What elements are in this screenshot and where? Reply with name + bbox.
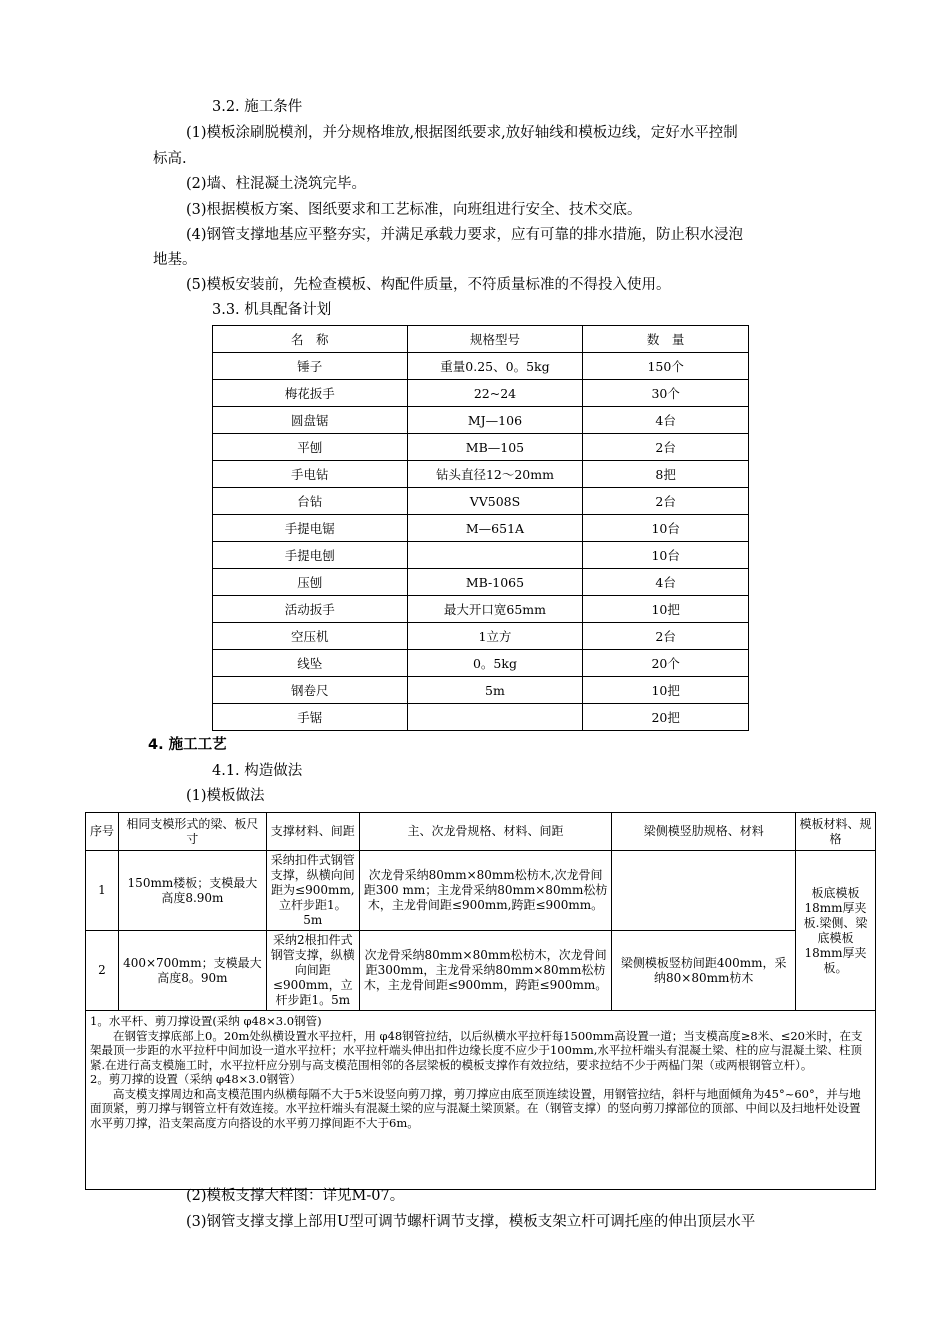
table-row: [86, 931, 876, 1011]
condition-item-3: (3)根据模板方案、图纸要求和工艺标准，向班组进行安全、技术交底。: [186, 202, 642, 218]
cell-spec: [407, 542, 583, 569]
condition-item-2: (2)墙、柱混凝土浇筑完毕。: [186, 176, 367, 192]
table-row: [213, 353, 749, 380]
note-heading-1: 1。水平杆、剪刀撑设置(采纳 φ48×3.0钢管): [90, 1014, 322, 1028]
cell-quantity: 20个: [583, 650, 749, 677]
cell-size: 150mm楼板；支模最大高度8.90m: [118, 851, 266, 931]
cell-spec: 钻头直径12～20mm: [407, 461, 583, 488]
cell-quantity: 8把: [583, 461, 749, 488]
cell-support: 采纳2根扣件式钢管支撑，纵横向间距≤900mm，立杆步距1。5m: [266, 931, 359, 1011]
cell-spec: M—651A: [407, 515, 583, 542]
notes-row: [86, 1011, 876, 1190]
notes-cell: [86, 1011, 876, 1190]
column-header-name: 名 称: [213, 326, 408, 353]
column-header-spec: 规格型号: [407, 326, 583, 353]
cell-keel: 次龙骨采纳80mm×80mm松枋木,次龙骨间距300 mm；主龙骨采纳80mm×80mm松枋木，主龙骨间距≤900mm,跨距≤900mm。: [359, 851, 612, 931]
table-row: [213, 380, 749, 407]
cell-name: 空压机: [213, 623, 408, 650]
table-row: [213, 569, 749, 596]
table-row: [213, 650, 749, 677]
table-row: [213, 704, 749, 731]
column-header-no: 序号: [86, 813, 119, 851]
cell-name: 手提电刨: [213, 542, 408, 569]
note-paragraph-2: 高支模支撑周边和高支模范围内纵横每隔不大于5米设竖向剪刀撑，剪刀撑应由底至顶连续设置，用钢管拉结，斜杆与地面倾角为45°~60°，并与地面顶紧，剪刀撑与钢管立杆有效连接。水平拉杆端头有混凝土梁的应与混凝土梁顶紧。在（钢管支撑）的竖向剪刀撑部位的顶部、中间以及扫地杆处设置水平剪刀撑，沿支架高度方向搭设的水平剪刀撑间距不大于6m。: [90, 1086, 861, 1130]
cell-material: 板底模板18mm厚夹板.梁侧、梁底模板18mm厚夹板。: [796, 851, 876, 1011]
cell-support: 采纳扣件式钢管支撑，纵横向间距为≤900mm,立杆步距1。5m: [266, 851, 359, 931]
table-row: [213, 596, 749, 623]
support-adjustment-text: (3)钢管支撑支撑上部用U型可调节螺杆调节支撑，模板支架立杆可调托座的伸出顶层水平: [186, 1214, 756, 1230]
note-heading-2: 2。剪刀撑的设置（采纳 φ48×3.0钢管）: [90, 1072, 302, 1086]
cell-spec: 1立方: [407, 623, 583, 650]
equipment-table: [212, 325, 749, 731]
cell-quantity: 10台: [583, 515, 749, 542]
section-3-2-heading: 3.2. 施工条件: [212, 99, 303, 115]
cell-spec: 0。5kg: [407, 650, 583, 677]
cell-spec: 最大开口宽65mm: [407, 596, 583, 623]
cell-name: 线坠: [213, 650, 408, 677]
cell-name: 压刨: [213, 569, 408, 596]
cell-spec: MJ—106: [407, 407, 583, 434]
cell-name: 台钻: [213, 488, 408, 515]
cell-spec: MB-1065: [407, 569, 583, 596]
column-header-support: 支撑材料、间距: [266, 813, 359, 851]
cell-no: 2: [86, 931, 119, 1011]
cell-quantity: 30个: [583, 380, 749, 407]
section-3-3-heading: 3.3. 机具配备计划: [212, 302, 332, 318]
cell-name: 圆盘锯: [213, 407, 408, 434]
section-4-heading: 4. 施工工艺: [148, 737, 227, 753]
column-header-quantity: 数 量: [583, 326, 749, 353]
column-header-rib: 梁侧模竖肋规格、材料: [612, 813, 796, 851]
condition-item-1-cont: 标高.: [153, 151, 187, 167]
cell-spec: 重量0.25、0。5kg: [407, 353, 583, 380]
cell-size: 400×700mm；支模最大高度8。90m: [118, 931, 266, 1011]
cell-name: 平刨: [213, 434, 408, 461]
table-row: [213, 488, 749, 515]
condition-item-1: (1)模板涂刷脱模剂，并分规格堆放,根据图纸要求,放好轴线和模板边线，定好水平控制: [186, 125, 738, 141]
cell-name: 手电钻: [213, 461, 408, 488]
cell-quantity: 10把: [583, 677, 749, 704]
table-row: [86, 851, 876, 931]
cell-name: 梅花扳手: [213, 380, 408, 407]
cell-no: 1: [86, 851, 119, 931]
cell-name: 手锯: [213, 704, 408, 731]
condition-item-4-cont: 地基。: [153, 252, 197, 268]
cell-spec: 5m: [407, 677, 583, 704]
cell-name: 钢卷尺: [213, 677, 408, 704]
table-header-row: [213, 326, 749, 353]
cell-quantity: 150个: [583, 353, 749, 380]
cell-quantity: 10台: [583, 542, 749, 569]
cell-quantity: 4台: [583, 407, 749, 434]
note-paragraph-1: 在钢管支撑底部上0。20m处纵横设置水平拉杆，用 φ48钢管拉结，以后纵横水平拉杆每1500mm高设置一道；当支模高度≥8米、≤20米时，在支架最顶一步距的水平拉杆中间加设一道水平拉杆；水平拉杆端头伸出扣件边缘长度不应少于100mm,水平拉杆端头有混凝土梁、柱的应与混凝土梁、柱顶紧.在进行高支模施工时，水平拉杆应分别与高支模范围相邻的各层梁板的模板支撑作有效拉结，要求拉结不少于两榀门架（或两根钢管立杆）。: [90, 1028, 863, 1072]
table-row: [213, 434, 749, 461]
formwork-method-label: (1)模板做法: [186, 788, 265, 804]
cell-quantity: 2台: [583, 623, 749, 650]
cell-spec: VV508S: [407, 488, 583, 515]
table-header-row: [86, 813, 876, 851]
table-row: [213, 515, 749, 542]
cell-name: 活动扳手: [213, 596, 408, 623]
formwork-method-table: [85, 812, 876, 1190]
cell-quantity: 4台: [583, 569, 749, 596]
cell-quantity: 2台: [583, 488, 749, 515]
cell-spec: MB—105: [407, 434, 583, 461]
column-header-material: 模板材料、规格: [796, 813, 876, 851]
cell-name: 手提电锯: [213, 515, 408, 542]
cell-quantity: 2台: [583, 434, 749, 461]
table-row: [213, 461, 749, 488]
cell-rib: [612, 851, 796, 931]
cell-quantity: 10把: [583, 596, 749, 623]
condition-item-4: (4)钢管支撑地基应平整夯实，并满足承载力要求，应有可靠的排水措施，防止积水浸泡: [186, 227, 744, 243]
cell-keel: 次龙骨采纳80mm×80mm松枋木，次龙骨间距300mm，主龙骨采纳80mm×80mm松枋木，主龙骨间距≤900mm，跨距≤900mm。: [359, 931, 612, 1011]
cell-rib: 梁侧模板竖枋间距400mm，采纳80×80mm枋木: [612, 931, 796, 1011]
table-row: [213, 542, 749, 569]
column-header-size: 相同支模形式的梁、板尺寸: [118, 813, 266, 851]
cell-quantity: 20把: [583, 704, 749, 731]
table-row: [213, 623, 749, 650]
support-detail-reference: (2)模板支撑大样图：详见M-07。: [186, 1188, 405, 1204]
column-header-keel: 主、次龙骨规格、材料、间距: [359, 813, 612, 851]
table-row: [213, 407, 749, 434]
cell-spec: 22~24: [407, 380, 583, 407]
section-4-1-heading: 4.1. 构造做法: [212, 763, 303, 779]
table-row: [213, 677, 749, 704]
cell-spec: [407, 704, 583, 731]
condition-item-5: (5)模板安装前，先检查模板、构配件质量，不符质量标准的不得投入使用。: [186, 277, 671, 293]
cell-name: 锤子: [213, 353, 408, 380]
